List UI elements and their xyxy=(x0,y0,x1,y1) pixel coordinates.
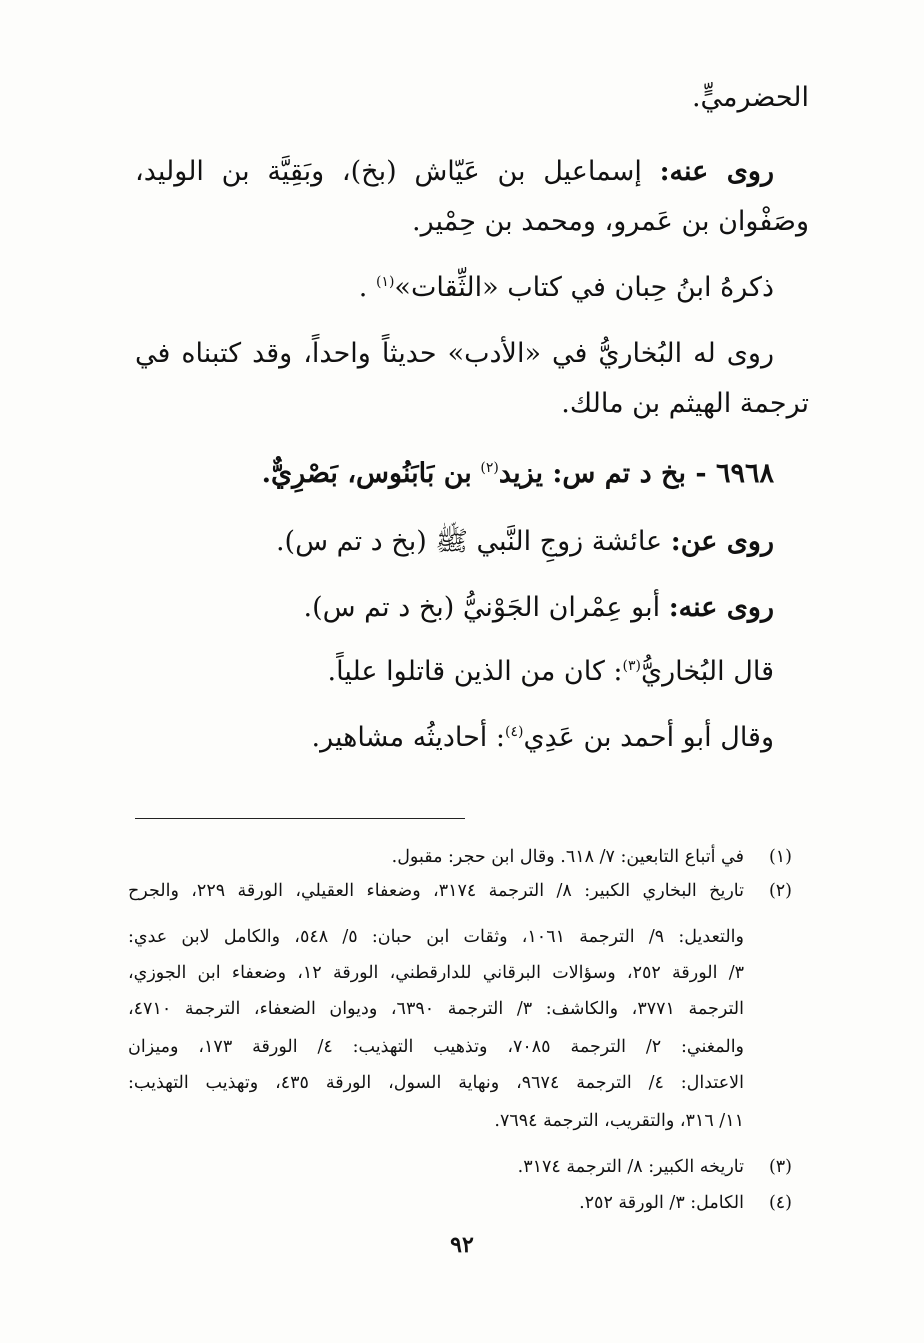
footnote-ref-2: (٢) xyxy=(480,460,499,476)
narrated-from-him-label: روى عنه: xyxy=(659,156,774,187)
footnote-4: (٤) الكامل: ٣/ الورقة ٢٥٢. xyxy=(128,1188,792,1219)
footnote-2: (٢) تاريخ البخاري الكبير: ٨/ الترجمة ٣١٧٤، وضعفاء العقيلي، الورقة ٢٢٩، والجرح xyxy=(128,876,792,907)
body-line-1: الحضرميٍّ. xyxy=(691,82,809,113)
footnote-ref-3: (٣) xyxy=(622,658,641,674)
entry-line-bukhari: قال البُخاريُّ$^{(٣)}$: كان من الذين قاتلوا علياً. xyxy=(327,656,774,687)
entry-heading: ٦٩٦٨ - بخ د تم س: يزيد$^{(٢)}$ بن بَابَنُوس، بَصْرِيٌّ. xyxy=(261,458,774,489)
footnote-1: (١) في أتباع التابعين: ٧/ ٦١٨. وقال ابن حجر: مقبول. xyxy=(128,842,792,873)
footnote-number: (١) xyxy=(768,847,792,867)
footnote-2-line-3: ٣/ الورقة ٢٥٢، وسؤالات البرقاني للدارقطني، الورقة ١٢، وضعفاء ابن الجوزي، xyxy=(128,963,744,983)
body-line-4: ذكرهُ ابنُ حِبان في كتاب «الثِّقات»$^{(١)}$ . xyxy=(358,272,774,303)
body-line-5: روى له البُخاريُّ في «الأدب» حديثاً واحداً، وقد كتبناه في xyxy=(135,338,774,369)
footnote-3: (٣) تاريخه الكبير: ٨/ الترجمة ٣١٧٤. xyxy=(128,1152,792,1183)
footnote-2-line-6: الاعتدال: ٤/ الترجمة ٩٦٧٤، ونهاية السول، الورقة ٤٣٥، وتهذيب التهذيب: xyxy=(128,1073,744,1093)
page-number: ٩٢ xyxy=(450,1232,474,1258)
footnote-2-line-4: الترجمة ٣٧٧١، والكاشف: ٣/ الترجمة ٦٣٩٠، وديوان الضعفاء، الترجمة ٤٧١٠، xyxy=(128,999,744,1019)
footnote-2-line-2: والتعديل: ٩/ الترجمة ١٠٦١، وثقات ابن حبان: ٥/ ٥٤٨، والكامل لابن عدي: xyxy=(128,927,744,947)
footnote-separator xyxy=(135,818,465,819)
body-line-6: ترجمة الهيثم بن مالك. xyxy=(561,388,809,419)
entry-line-narrated-from: روى عن: عائشة زوجِ النَّبي ﷺ (بخ د تم س). xyxy=(275,526,774,557)
entry-line-ibn-adi: وقال أبو أحمد بن عَدِي$^{(٤)}$: أحاديثُه مشاهير. xyxy=(311,722,774,753)
footnote-2-line-5: والمغني: ٢/ الترجمة ٧٠٨٥، وتذهيب التهذيب: ٤/ الورقة ١٧٣، وميزان xyxy=(128,1037,745,1057)
footnote-number: (٢) xyxy=(768,881,792,901)
footnote-number: (٣) xyxy=(768,1157,792,1177)
footnote-number: (٤) xyxy=(768,1193,792,1213)
body-line-3: وصَفْوان بن عَمرو، ومحمد بن حِمْير. xyxy=(412,206,809,237)
body-line-2: روى عنه: إسماعيل بن عَيّاش (بخ)، وبَقِيَّة بن الوليد، xyxy=(135,156,774,187)
footnote-2-line-7: ١١/ ٣١٦، والتقريب، الترجمة ٧٦٩٤. xyxy=(494,1111,744,1131)
footnote-ref-1: (١) xyxy=(375,274,395,290)
footnote-ref-4: (٤) xyxy=(504,724,524,740)
entry-line-narrated-by: روى عنه: أبو عِمْران الجَوْنيُّ (بخ د تم س). xyxy=(303,592,774,623)
